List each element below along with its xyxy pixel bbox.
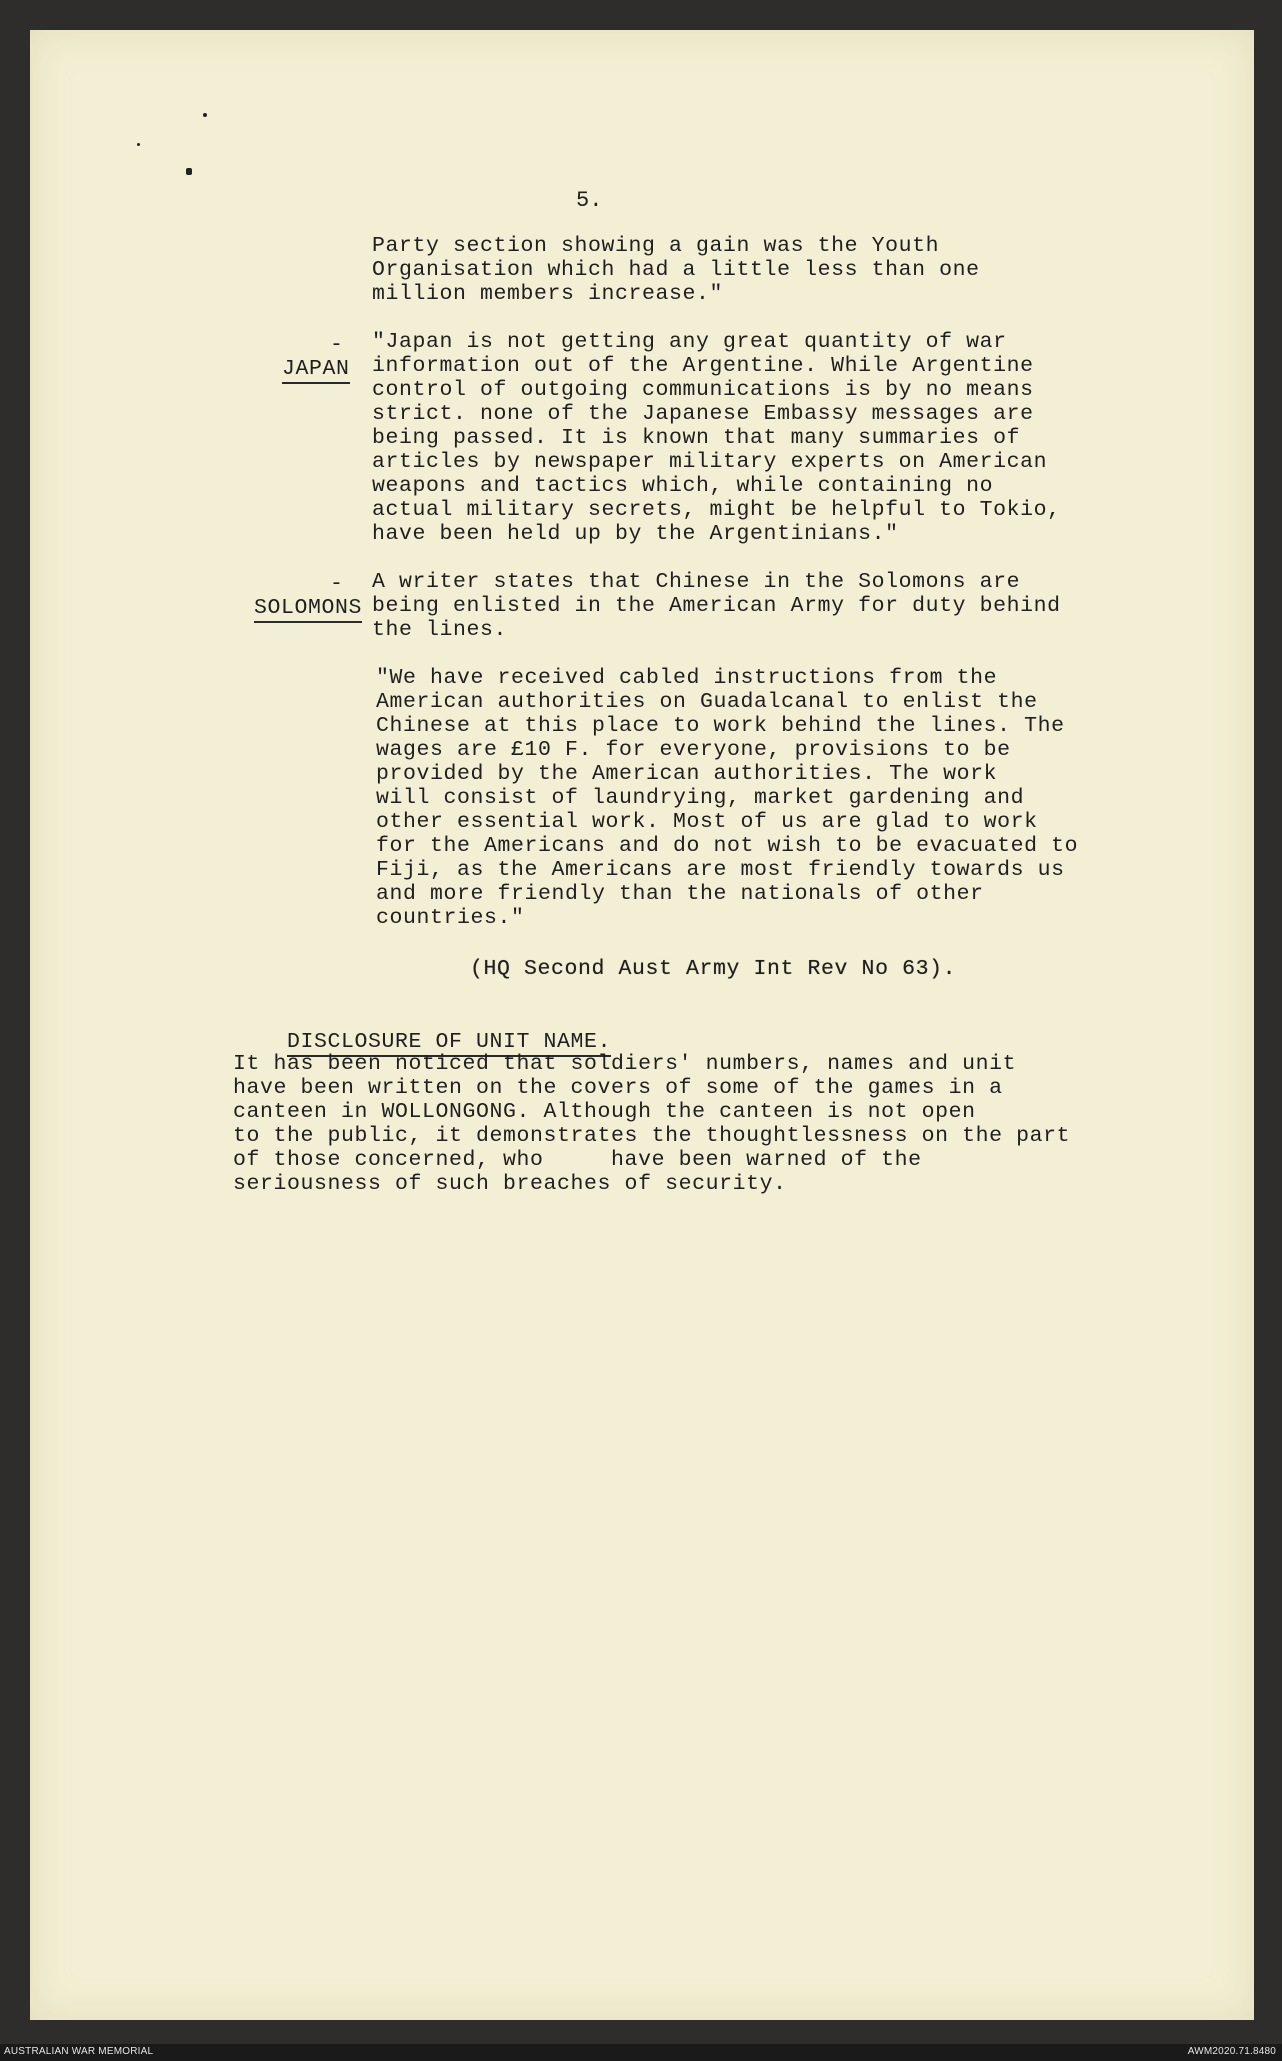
- text-line: provided by the American authorities. The work: [376, 762, 998, 786]
- source-citation: (HQ Second Aust Army Int Rev No 63).: [470, 957, 957, 981]
- japan-label-text: JAPAN: [282, 357, 350, 384]
- text-line: Organisation which had a little less than one: [372, 258, 980, 282]
- text-line: countries.": [376, 906, 525, 930]
- text-line: have been held up by the Argentinians.": [372, 522, 899, 546]
- text-line: Fiji, as the Americans are most friendly towards us: [376, 858, 1065, 882]
- text-line: actual military secrets, might be helpful to Tokio,: [372, 498, 1061, 522]
- paper-speck: [203, 113, 207, 117]
- solomons-label-text: SOLOMONS: [254, 596, 362, 623]
- text-line: seriousness of such breaches of security.: [233, 1172, 787, 1196]
- text-line: of those concerned, who have been warned of the: [233, 1148, 922, 1172]
- text-line: million members increase.": [372, 282, 724, 306]
- text-line: strict. none of the Japanese Embassy messages are: [372, 402, 1034, 426]
- text-line: being passed. It is known that many summaries of: [372, 426, 1021, 450]
- text-line: It has been noticed that soldiers' numbers, names and unit: [233, 1052, 1017, 1076]
- text-line: American authorities on Guadalcanal to enlist the: [376, 690, 1038, 714]
- japan-paragraph: [372, 330, 1061, 546]
- text-line: wages are £10 F. for everyone, provisions to be: [376, 738, 1011, 762]
- text-line: "We have received cabled instructions from the: [376, 666, 998, 690]
- text-line: Party section showing a gain was the Youth: [372, 234, 940, 258]
- text-line: being enlisted in the American Army for duty behind: [372, 594, 1061, 618]
- japan-dash: -: [330, 333, 344, 357]
- text-line: control of outgoing communications is by no means: [372, 378, 1034, 402]
- disclosure-paragraph: [233, 1052, 1070, 1196]
- text-line: for the Americans and do not wish to be evacuated to: [376, 834, 1079, 858]
- text-line: have been written on the covers of some of the games in a: [233, 1076, 1003, 1100]
- solomons-dash: -: [330, 572, 344, 596]
- footer-bar: [0, 2044, 1282, 2061]
- footer-credit: AUSTRALIAN WAR MEMORIAL: [4, 2046, 154, 2057]
- text-line: information out of the Argentine. While Argentine: [372, 354, 1034, 378]
- solomons-paragraph: [372, 570, 1061, 642]
- text-line: A writer states that Chinese in the Solomons are: [372, 570, 1021, 594]
- text-line: articles by newspaper military experts on American: [372, 450, 1048, 474]
- text-line: other essential work. Most of us are glad to work: [376, 810, 1038, 834]
- page-number: 5.: [576, 188, 603, 213]
- text-line: the lines.: [372, 618, 508, 642]
- solomons-quote: [376, 666, 1078, 930]
- text-line: weapons and tactics which, while containing no: [372, 474, 994, 498]
- paper-speck: [186, 168, 192, 175]
- text-line: canteen in WOLLONGONG. Although the canteen is not open: [233, 1100, 976, 1124]
- text-line: to the public, it demonstrates the thoughtlessness on the part: [233, 1124, 1071, 1148]
- text-line: "Japan is not getting any great quantity of war: [372, 330, 1007, 354]
- footer-accession-number: AWM2020.71.8480: [1187, 2046, 1276, 2057]
- disclosure-heading-text: DISCLOSURE OF UNIT NAME.: [287, 1030, 611, 1057]
- paper-speck: [137, 143, 140, 146]
- document-page: [30, 30, 1254, 2020]
- text-line: will consist of laundrying, market gardening and: [376, 786, 1025, 810]
- text-line: and more friendly than the nationals of other: [376, 882, 984, 906]
- text-line: Chinese at this place to work behind the lines. The: [376, 714, 1065, 738]
- intro-paragraph: [372, 234, 980, 306]
